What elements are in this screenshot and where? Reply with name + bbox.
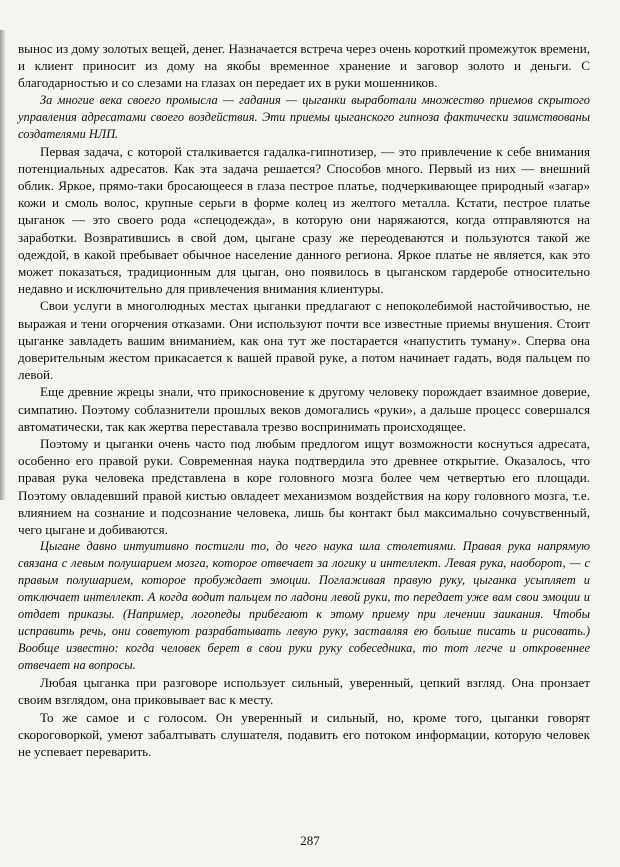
paragraph-1: вынос из дому золотых вещей, денег. Назначается встреча через очень короткий промежуток времени, и клиент приносит из дому на якобы временное хранение и заговор золото и деньги. С благодарностью и со слезами на глазах он передает их в руки мошенников. (18, 41, 590, 91)
page-number: 287 (300, 833, 320, 848)
binding-shadow (0, 30, 6, 500)
paragraph-8: Любая цыганка при разговоре использует сильный, уверенный, цепкий взгляд. Она пронзает своим взглядом, она приковывает вас к месту. (18, 675, 590, 708)
paragraph-5: Еще древние жрецы знали, что прикосновение к другому человеку порождает взаимное доверие, симпатию. Поэтому соблазнители прошлых веков домогались «руки», а дальше процесс совершался автоматически, так как жертва переставала трезво воспринимать происходящее. (18, 384, 590, 434)
paragraph-9: То же самое и с голосом. Он уверенный и сильный, но, кроме того, цыганки говорят скороговоркой, умеют забалтывать слушателя, подавить его потоком информации, которую человек не успевает переварить. (18, 709, 590, 760)
paragraph-2-italic: За многие века своего промысла — гадания — цыганки выработали множество приемов скрытого управления адресатами своего воздействия. Эти приемы цыганского гипноза фактически заимствованы создателями НЛП. (18, 92, 590, 141)
paragraph-4: Свои услуги в многолюдных местах цыганки предлагают с непоколебимой настойчивостью, не выражая и тени огорчения отказами. Они используют почти все известные приемы внушения. Стоит цыганке завладеть вашим вниманием, как она тут же постарается «напустить туману». Сперва она доверительным жестом прикасается к вашей правой руке, а потом начинает гадать, водя пальцем по левой. (18, 298, 590, 383)
paragraph-6: Поэтому и цыганки очень часто под любым предлогом ищут возможности коснуться адресата, особенно его правой руки. Современная наука подтвердила это древнее открытие. Оказалось, что правая рука человека представлена в коре головного мозга более чем четвертью его площади. Поэтому овладевший правой кистью овладеет механизмом воздействия на кору головного мозга, т.е. влиянием на сознание и подсознание человека, лишь бы контакт был максимально сочувственный, чего цыгане и добиваются. (18, 436, 590, 538)
paragraph-3: Первая задача, с которой сталкивается гадалка-гипнотизер, — это привлечение к себе внимания потенциальных адресатов. Как эта задача решается? Способов много. Первый из них — внешний облик. Яркое, прямо-таки бросающееся в глаза пестрое платье, подчеркивающее природный «загар» кожи и смоль волос, крупные серьги в форме колец из желтого металла. Кстати, пестрое платье цыганок — это своего рода «спецодежда», в которую они наряжаются, когда отправляются на заработки. Возвратившись в свой дом, цыгане сразу же переодеваются и пользуются такой же одеждой, в какой пребывает обычное население данного региона. Яркое платье не является, как это может показаться, традиционным для цыган, оно появилось в цыганском гардеробе относительно недавно и исключительно для привлечения внимания клиентуры. (18, 143, 590, 297)
paragraph-7-italic: Цыгане давно интуитивно постигли то, до чего наука шла столетиями. Правая рука напрямую связана с левым полушарием мозга, которое отвечает за логику и интеллект. Левая рука, наоборот, — с правым полушарием, которое пробуждает эмоции. Поглаживая правую руку, цыганка усыпляет и отключает интеллект. А когда водит пальцем по ладони левой руки, то передает уже вам свои эмоции и отдает приказы. (Например, логопеды прибегают к этому приему при лечении заикания. Чтобы исправить речь, они советуют разрабатывать левую руку, заставляя ею больше писать и рисовать.) Вообще известно: когда человек берет в свои руки руку собеседника, то тот легче и откровеннее отвечает на вопросы. (18, 539, 590, 673)
